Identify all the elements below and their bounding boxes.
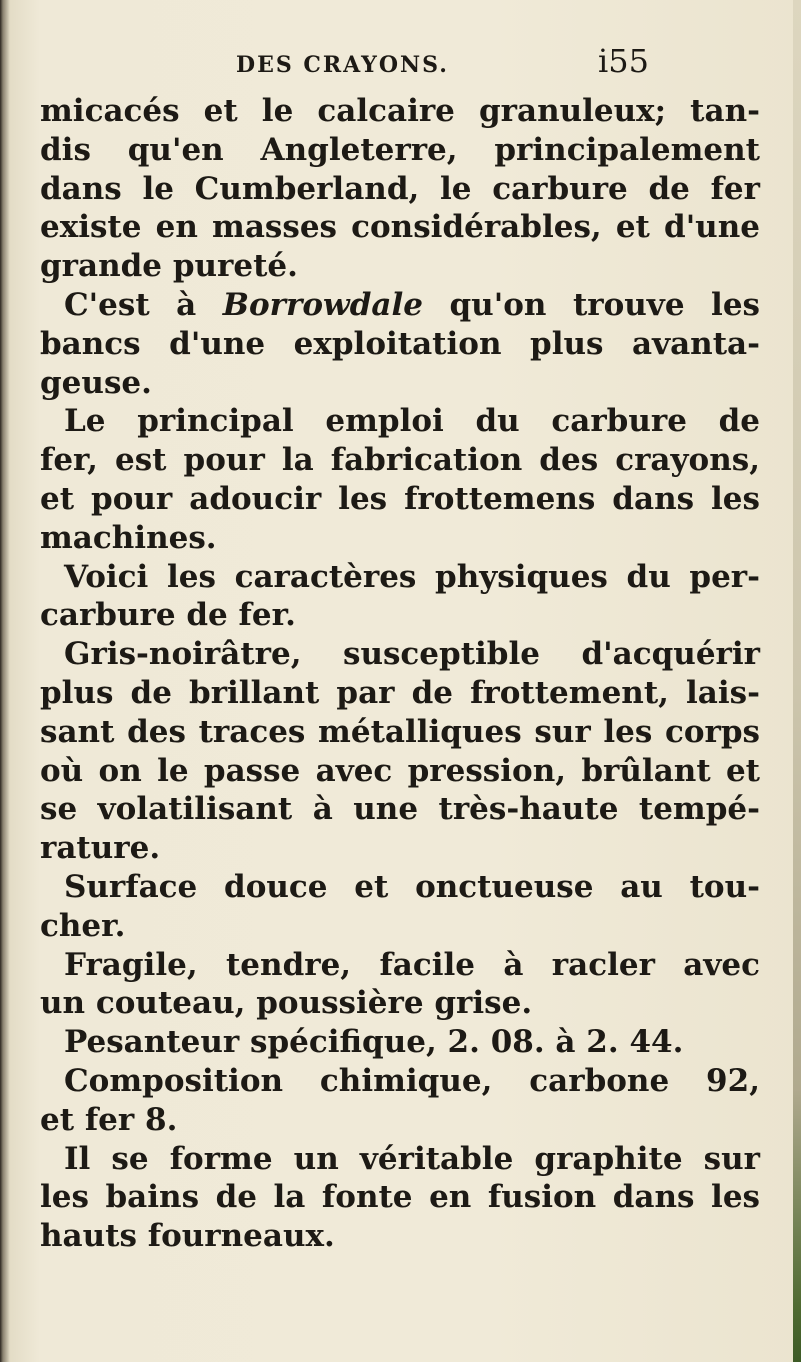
text-line: geuse.: [40, 364, 152, 401]
text-line: Composition chimique, carbone 92,: [64, 1062, 760, 1099]
text-line: Pesanteur spécifique, 2. 08. à 2. 44.: [64, 1024, 684, 1061]
text-line: dans le Cumberland, le carbure de fer: [40, 170, 760, 207]
text-line: les bains de la fonte en fusion dans les: [40, 1179, 760, 1216]
text-segment: qu'on trouve les: [449, 286, 761, 323]
text-line: hauts fourneaux.: [40, 1218, 335, 1255]
page-edge: [793, 0, 801, 1362]
page-header: [0, 38, 801, 84]
text-line: plus de brillant par de frottement, lais-: [40, 674, 760, 711]
text-line: où on le passe avec pression, brûlant et: [40, 752, 760, 789]
text-line: Gris-noirâtre, susceptible d'acquérir: [64, 636, 760, 673]
running-head: DES CRAYONS.: [236, 52, 449, 78]
text-line: bancs d'une exploitation plus avanta-: [40, 325, 760, 362]
text-line: rature.: [40, 830, 161, 867]
place-name: Borrowdale: [222, 286, 423, 323]
text-line: Le principal emploi du carbure de: [64, 403, 760, 440]
text-segment: C'est à: [64, 286, 197, 323]
text-line: existe en masses considérables, et d'une: [40, 209, 760, 246]
text-line: carbure de fer.: [40, 597, 296, 634]
page-number: i55: [598, 42, 649, 80]
text-line: sant des traces métalliques sur les corps: [40, 713, 760, 750]
body-text: [40, 92, 760, 1256]
text-line: cher.: [40, 907, 126, 944]
text-line: grande pureté.: [40, 248, 298, 285]
text-line: et fer 8.: [40, 1101, 178, 1138]
text-line: dis qu'en Angleterre, principalement: [40, 131, 760, 168]
text-line: Voici les caractères physiques du per-: [64, 558, 760, 595]
text-line: [40, 286, 760, 325]
text-line: micacés et le calcaire granuleux; tan-: [40, 93, 760, 129]
text-line: fer, est pour la fabrication des crayons,: [40, 442, 760, 479]
text-line: machines.: [40, 519, 217, 556]
text-line: un couteau, poussière grise.: [40, 985, 533, 1022]
text-line: et pour adoucir les frottemens dans les: [40, 480, 760, 517]
text-line: Il se forme un véritable graphite sur: [64, 1140, 760, 1177]
text-line: Fragile, tendre, facile à racler avec: [64, 946, 760, 983]
text-line: Surface douce et onctueuse au tou-: [64, 868, 760, 905]
text-line: se volatilisant à une très-haute tempé-: [40, 791, 760, 828]
